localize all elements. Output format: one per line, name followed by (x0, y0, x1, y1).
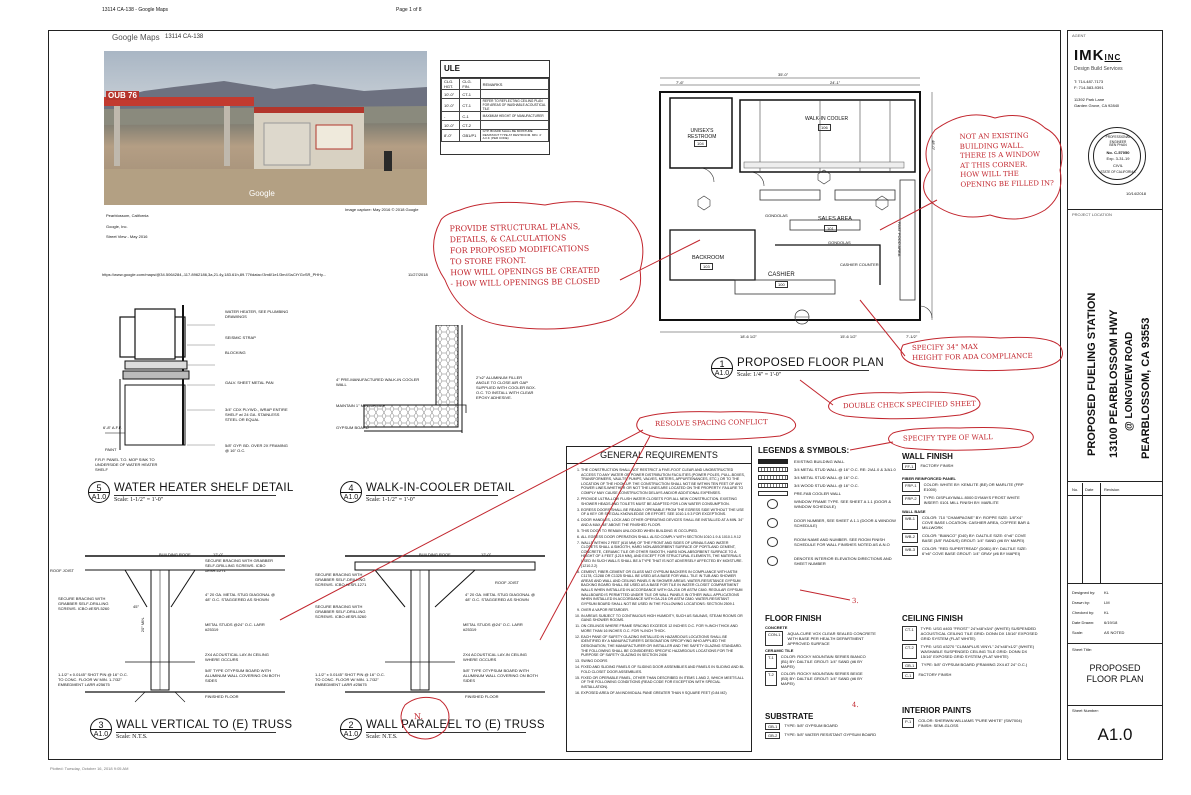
wh-note: SEISMIC STRAP (225, 335, 256, 340)
truss-roof-joist: ROOF JOIST (495, 580, 519, 585)
floor-finish-title: FLOOR FINISH (765, 614, 822, 623)
list-item: 12. EACH PANE OF SAFETY GLAZING INSTALLED IN HAZARDOUS LOCATIONS SHALL BE IDENTIFIED BY A MANUFACTURER'S DESIGNATION SPECIFYING WHO APPLIED THE DESIGNATION, THE MANUFACTURER OR INSTALLER AND THE SAFETY GLAZING STANDARD. THE FOLLOWING SHALL BE CONSIDERED SPECIFIC HAZARDOUS LOCATIONS FOR THE PURPOSE OF SAFETY GLAZING IN SECTION 2406 (581, 635, 745, 658)
legends-title: LEGENDS & SYMBOLS: (758, 446, 850, 455)
truss-stud-diag: 4" 20 GA. METAL STUD DIAGONAL @ 48" O.C. STAGGERED AS SHOWN (465, 592, 536, 602)
markup-note-wall-type: SPECIFY TYPE OF WALL (902, 433, 993, 443)
table-row: 10'-0" CT-2 (442, 121, 549, 130)
finish-tag: WB-3 (902, 546, 918, 556)
markup-note-n: N. (413, 711, 424, 722)
finish-desc: TYPE: USG #403 "FROST" 24"x48"x3/4" (WHITE) SUSPENDED ACOUSTICAL CEILING TILE GRID: DONN DX 15/16" EXPOSED GRID SYSTEM (FLAT WHITE) (920, 626, 1038, 641)
engineer-seal: PROFESSIONAL ENGINEER BEN PHAN No. C-57050 Exp. 3-31-19 CIVIL STATE OF CALIFORNIA (1088, 127, 1146, 185)
room-number-restroom: 104 (694, 140, 707, 147)
truss-building-roof: BUILDING ROOF (419, 552, 451, 557)
markup-note-ada: SPECIFY 34" MAX HEIGHT FOR ADA COMPLIANCE (911, 342, 1033, 363)
markup-note-sheet: DOUBLE CHECK SPECIFIED SHEET (842, 399, 976, 411)
rev-date-header: Date (1085, 487, 1094, 492)
truss-shot-pin: 1-1/2" x 0.0145" SHOT PIN @ 16" O.C. TO CONC. FLOOR W/ MIN. 1-7/32" EMBEDMENT LARR #25675 (58, 672, 128, 687)
schedule-header: CLG. HGT. (442, 79, 460, 90)
finish-tag: T-1 (765, 654, 777, 669)
detail-bubble-2: 2 A1.0 (340, 718, 362, 740)
legend-label: 3/4 WOOD STUD WALL @ 16" O.C. (794, 483, 859, 488)
detail-title-2: WALL PARALEEL TO (E) TRUSS (366, 719, 545, 731)
drawn-by-value: LM (1104, 600, 1110, 605)
legend-label: 3/4 METAL STUD WALL @ 16" O.C. RE: 2/A1.0 & 3/A1.0 (794, 467, 896, 472)
rev-no-header: No. (1072, 487, 1079, 492)
finish-desc: COLOR: WHITE BY: KEMLITE (BE) OR MARLITE (FRP E1000) (923, 482, 1024, 492)
finish-tag: CT-2 (902, 644, 917, 659)
list-item: 8. CEMENT, FIBER-CEMENT OR GLASS MAT GYPSUM BACKERS IN COMPLIANCE WITH ASTM C1178, C1288 OR C1325 SHALL BE USED AS A BASE FOR WALL TILE IN TUB AND SHOWER AREAS AND WALL AND CEILING PANELS IN SHOWER AREAS. WATER-RESISTANCE GYPSUM BACKING BOARD SHALL BE USED AS A BASE FOR TILE IN WATER CLOSET COMPARTMENT WALLS WHEN INSTALLED IN ACCORDANCE WITH GA-216 OR ASTM C840. REGULAR GYPSUM WALLBOARD IS PERMITTED UNDER TILE OR WALL PANELS IN OTHER WALL APPLICATIONS WHEN INSTALLED IN ACCORDANCE WITH GA-216 OR ASTM C840. WATER-RESISTANT GYPSUM BOARD SHALL NOT BE USED IN THE FOLLOWING LOCATIONS: SECTION 2509.1 (581, 570, 745, 607)
dim-top3: 7'-6" (676, 80, 684, 85)
finish-desc: FACTORY FINISH (920, 463, 954, 468)
markup-note-window: NOT AN EXISTING BUILDING WALL. THERE IS A WINDOW AT THIS CORNER. HOW WILL THE OPENING BE FILLED IN? (959, 131, 1054, 189)
finish-desc: COLOR: SHERWIN WILLIAMS "PURE WHITE" (SW7004) FINISH: SEMI-GLOSS (918, 718, 1022, 728)
checked-by-label: Checked by: (1072, 610, 1095, 615)
truss-bracing: SECURE BRACING WITH GRABBER SELF-DRILLING SCREWS. ICBO #ESR-1271 (315, 572, 367, 587)
truss-bracing2: SECURE BRACING WITH GRABBER SELF-DRILLING SCREWS. ICBO #ESR-5260 (58, 596, 110, 611)
date-drawn-value: 6/19/18 (1104, 620, 1118, 625)
list-item: 14. FIXED AND SLIDING PANELS OF SLIDING DOOR ASSEMBLIES AND PANELS IN SLIDING AND BI-FOLD CLOSET DOOR ASSEMBLIES. (581, 665, 745, 674)
truss-acoustical: 2X4 ACOUSTICAL LAY-IN CEILING WHERE OCCURS (205, 652, 269, 662)
truss-gyp: 5/8" TYPE OTYPSUM BOARD WITH ALUMINUM WALL COVERING ON BOTH SIDES (463, 668, 538, 683)
finish-tag: GB-1 (765, 723, 780, 730)
detail-bubble-3: 3 A1.0 (90, 718, 112, 740)
finish-tag: C-1 (902, 672, 914, 679)
project-location-label: PROJECT LOCATION (1072, 212, 1112, 217)
finish-tag: CON-1 (765, 631, 783, 646)
checked-by-value: KL (1104, 610, 1109, 615)
gmaps-caption: Image capture: May 2016 © 2018 Google (345, 207, 419, 212)
wh-note: GALV. SHEET METAL PAN (225, 380, 274, 385)
finish-desc: TYPE: 5/8" GYPSUM BOARD (784, 723, 838, 728)
detail-bubble-4: 4 A1.0 (340, 481, 362, 503)
finish-tag: T-2 (765, 671, 777, 686)
fast-food-label: FAST FOOD AREA (897, 222, 902, 257)
dim-bottom1: 18'-6 1/2" (740, 334, 757, 339)
legend-label: DOOR NUMBER, SEE SHEET A 1.1 (DOOR & WINDOW SCHEDULE) (794, 518, 896, 528)
gmaps-date: 11/27/2018 (408, 272, 428, 277)
finish-desc: FACTORY FINISH (918, 672, 952, 677)
legend-label: ROOM NAME AND NUMBER. SEE ROOM FINISH SCHEDULE FOR WALL FINISHES NOTED AS A.N.O (794, 537, 890, 547)
detail-title-5: WATER HEATER SHELF DETAIL (114, 482, 294, 494)
project-line-2: 13100 PEARBLOSSOM HWY (1108, 309, 1120, 458)
finish-tag: FF-1 (902, 463, 916, 470)
plot-footer: Plotted: Tuesday, October 16, 2018 9:05 AM (50, 766, 129, 771)
list-item: 13. SWING DOORS (581, 659, 745, 664)
firm-addr1: 11392 Park Lane (1074, 97, 1105, 102)
list-item: 15. FIXED OR OPERABLE PANEL, OTHER THAN DESCRIBED IN ITEMS 1 AND 2, WHICH MEETS ALL OF THE FOLLOWING CONDITIONS (READ CODE FOR EXCEPTION WITH SPECIAL INSTALLATION). (581, 676, 745, 690)
detail-bubble-5: 5 A1.0 (88, 481, 110, 503)
room-label-backroom: BACKROOM (692, 255, 725, 261)
sheet-title-label: Sheet Title: (1072, 647, 1093, 652)
room-number-sales: 101 (824, 225, 837, 232)
gmaps-address: 13114 CA-138 (165, 34, 204, 40)
truss-dim: 12'-0" (213, 552, 224, 557)
room-label-restroom: UNISEX'S RESTROOM (687, 128, 717, 140)
project-line-1: PROPOSED FUELING STATION (1086, 292, 1098, 456)
wh-dim: 6'-8" A.F.F. (103, 425, 122, 430)
detail-scale-3: Scale: N.T.S. (116, 734, 148, 740)
gmaps-place: Pearblossom, California (106, 213, 149, 218)
finish-desc: COLOR: ROCKY MOUNTAIN SERIES BEIGE (B3) BY: DALTILE GROUT: 1/4" SAND (#6 BY MAPEI) (780, 671, 863, 686)
scale-label: Scale: (1072, 630, 1084, 635)
dim-right: 48'-0" (931, 140, 936, 151)
wh-note: F.R.P. PANEL T.O. MOP SINK TO UNDERSIDE OF WATER HEATER SHELF (95, 457, 158, 472)
gmaps-url: https://www.google.com/maps/@34.5064284,-117.8962186,3a,21.4y,183.61h,89.77t/data=!3m6!1e1!3m4!1sCtYGvSR_PHHy... (102, 272, 327, 277)
truss-building-roof: BUILDING ROOF (159, 552, 191, 557)
schedule-header: CLG. FIN. (460, 79, 480, 90)
list-item: 6. ALL EGRESS DOOR OPERATION SHALL ALSO COMPLY WITH SECTION 1010.1.9 & 1010.1.9.12 (581, 535, 745, 540)
sheet-title-2: FLOOR PLAN (1086, 674, 1144, 684)
detail-title-3: WALL VERTICAL TO (E) TRUSS (116, 719, 293, 731)
floor-plan-scale: Scale: 1/4" = 1'-0" (737, 372, 782, 378)
floor-plan-title: PROPOSED FLOOR PLAN (737, 357, 884, 369)
truss-roof-joist: ROOF JOIST (50, 568, 74, 573)
truss-shot-pin: 1-1/2" x 0.0145" SHOT PIN @ 16" O.C. TO CONC. FLOOR W/ MIN. 1-7/32" EMBEDMENT LARR #25675 (315, 672, 385, 687)
dim-top: 35'-0" (778, 72, 789, 77)
room-number-cashier: 100 (775, 281, 788, 288)
table-row: 8'-0" GB1/P1 GYP. BOARD SHALL BE MOISTURE RESISTANT TYPE AT RESTROOM. MIN. 4' A.F.F. (PER CODE) (442, 130, 549, 142)
legend-label: WINDOW FRAME TYPE. SEE SHEET A 1.1 (DOOR & WINDOW SCHEDULE) (794, 499, 891, 509)
finish-desc: AQUA-CURE VOX CLEAR SEALED CONCRETE WITH BASE PER HEALTH DEPARTMENT APPROVED SURFACE (787, 631, 876, 646)
wall-base-heading: WALL BASE (902, 509, 926, 514)
wh-note: 5/8" GYP. BD. OVER 2X FRAMING @ 16" O.C. (225, 443, 288, 453)
wh-note: 3/4" CDX PLYWD., WRAP ENTIRE SHELF w/ 24 GA. STAINLESS STEEL OR EQUAL (225, 407, 288, 422)
ceramic-heading: CERAMIC TILE (765, 648, 794, 653)
detail-scale-2: Scale: N.T.S. (366, 734, 398, 740)
finish-desc: COLOR: "RED SUPERTREAD" (D081) BY: DALTILE SIZE: 6"x6" COVE BASE GROUT: 1/4" GRAY (#6 BY MAPEI) (922, 546, 1027, 556)
wic-note: 4" PRE-MANUFACTURED WALK-IN COOLER WALL (336, 377, 420, 387)
room-label-sales: SALES AREA (818, 216, 852, 222)
designed-by-value: KL (1104, 590, 1109, 595)
seal-date: 10/14/2018 (1126, 191, 1147, 196)
sheet-number: A1.0 (1097, 725, 1133, 744)
dim-bottom3: 7'-1/2" (906, 334, 918, 339)
wic-note: 2"x2" ALUMINUM FILLER ANGLE TO CLOSE AIR GAP SUPPLIED WITH COOLER BOX. O.C. TO INSTALL WITH CLEAR EPOXY ADHESIVE. (476, 375, 536, 400)
wh-note: PAINT (105, 447, 117, 452)
substrate-title: SUBSTRATE (765, 712, 814, 721)
table-row: 10'-0" CT-1 REFER TO REFLECTING CEILING PLAN FOR AREAS OF WASHABLE ACOUSTICAL TILE (442, 99, 549, 112)
sheet-title-1: PROPOSED (1089, 663, 1141, 673)
gmaps-street-view: Street View - May 2016 (106, 234, 148, 239)
gmaps-brand: Google, Inc. (106, 224, 128, 229)
finish-desc: TYPE: 5/8" WATER RESISTANT GYPSUM BOARD (784, 732, 877, 737)
wall-finish-title: WALL FINISH (902, 452, 953, 461)
interior-paints-title: INTERIOR PAINTS (902, 706, 972, 715)
google-watermark: Google (249, 189, 275, 198)
ceiling-finish-title: CEILING FINISH (902, 614, 963, 623)
print-header-right: Page 1 of 8 (396, 7, 422, 13)
truss-finished-floor: FINISHED FLOOR (205, 694, 239, 699)
drawn-by-label: Drawn by: (1072, 600, 1091, 605)
list-item: 2. PROVIDE ULTRA-LOW FLUSH WATER CLOSETS FOR ALL NEW CONSTRUCTION. EXISTING SHOWER HEADS AND TOILETS MUST BE ADAPTED FOR LOW WATER CONSUMPTION. (581, 497, 745, 506)
room-number-walkin: 106 (818, 124, 831, 131)
truss-gyp: 5/8" TYPE OTYPSUM BOARD WITH ALUMINUM WALL COVERING ON BOTH SIDES (205, 668, 280, 683)
truss-dim: 12'-0" (481, 552, 492, 557)
finish-desc: COLOR: 710 "CHAMPAGNE" BY: ROPPE SIZE: 1/8"X4" COVE BASE LOCATION: CASHIER AREA, COFFEE BAR & MILLWORK (922, 515, 1030, 530)
truss-metal-studs: METAL STUDS @24" O.C. LARR #25319 (205, 622, 265, 632)
markup-note-4: 4. (851, 700, 859, 710)
markup-note-spacing: RESOLVE SPACING CONFLICT (654, 418, 768, 428)
dim-bottom2: 15'-6 1/2" (840, 334, 857, 339)
finish-desc: COLOR: ROCKY MOUNTAIN SERIES BIANCO (B1) BY: DALTILE GROUT: 1/4" SAND (#6 BY MAPEI) (780, 654, 866, 669)
truss-bracing2: SECURE BRACING WITH GRABBER SELF-DRILLING SCREWS. ICBO #ESR-5260 (315, 604, 367, 619)
list-item: 5. THIS DOOR TO REMAIN UNLOCKED WHEN BUILDING IS OCCUPIED. (581, 529, 745, 534)
firm-addr2: Garden Grove, CA 92840 (1074, 103, 1120, 108)
dim-top2: 24'-1" (830, 80, 841, 85)
wic-note: MAINTAIN 1" MIN.AIR GAP (336, 403, 386, 408)
truss-finished-floor: FINISHED FLOOR (465, 694, 499, 699)
markup-note-3: 3. (851, 596, 859, 606)
truss-acoustical: 2X4 ACOUSTICAL LAY-IN CEILING WHERE OCCURS (463, 652, 527, 662)
scale-value: AS NOTED (1104, 630, 1125, 635)
print-header-left: 13114 CA-138 - Google Maps (102, 7, 169, 13)
firm-logo: IMKINC (1074, 47, 1122, 64)
finish-tag: FRP-2 (902, 495, 920, 505)
truss-metal-studs: METAL STUDS @24" O.C. LARR #25319 (463, 622, 523, 632)
wh-note: WATER HEATER, SEE PLUMBING DRAWINGS (225, 309, 289, 319)
finish-desc: TYPE: 5/8" GYPSUM BOARD (FRAMING 2X4 AT 24" O.C.) (921, 662, 1028, 667)
finish-desc: COLOR: "BIANCO" (D40) BY: DALTILE SIZE: 6"x6" COVE BASE (3/8" RADIUS) GROUT: 1/4" SAND (#6 BY MAPEI) (922, 533, 1027, 543)
agent-label: AGENT (1072, 33, 1086, 38)
list-item: 11. ON CEILINGS WHERE FRAME SPACING EXCEEDS 12 INCHES O.C. FOR ½-INCH THICK AND MORE THAN 16 INCHES O.C. FOR ⅝-INCH THICK. (581, 624, 745, 633)
date-drawn-label: Date Drawn: (1072, 620, 1095, 625)
sheet-number-label: Sheet Number: (1072, 708, 1099, 713)
gondolas-label: GONDOLAS (765, 213, 788, 218)
designed-by-label: Designed by: (1072, 590, 1096, 595)
firm-fax: F: 714-583-9391 (1074, 85, 1104, 90)
finish-tag: P-1 (902, 718, 914, 728)
detail-bubble-1: 1 A1.0 (711, 357, 733, 379)
list-item: 16. EXPOSED AREA OF AN INDIVIDUAL PANE GREATER THAN 9 SQUARE FEET (0.84 M2) (581, 691, 745, 696)
legend-label: PRE-FAB COOLER WALL (794, 491, 841, 496)
wic-note: GYPSUM BOARD (336, 425, 369, 430)
legend-label: DENOTES INTERIOR ELEVATION DIRECTIONS AND SHEET NUMBER (794, 556, 892, 566)
cashier-counter-label: CASHIER COUNTER (840, 262, 879, 267)
detail-scale-5: Scale: 1-1/2" = 1'-0" (114, 497, 164, 503)
finish-desc: TYPE: DISPLAYWALL 8000 DYMAYS FROST WHITE INSERT: 0101 MILL FINISH BY: MARLITE (923, 495, 1020, 505)
finish-tag: CT-1 (902, 626, 917, 641)
list-item: 10. IN AREAS SUBJECT TO CONTINUOUS HIGH HUMIDITY, SUCH AS SAUNAS, STEAM ROOMS OR GANG SHOWER ROOMS. (581, 614, 745, 623)
finish-tag: GB-2 (765, 732, 780, 739)
finish-tag: GB-1 (902, 662, 917, 669)
finish-tag: WB-1 (902, 515, 918, 530)
finish-tag: WB-2 (902, 533, 918, 543)
project-line-4: PEARBLOSSOM, CA 93553 (1140, 317, 1152, 459)
list-item: 1. THE CONSTRUCTION SHALL NOT RESTRICT A FIVE-FOOT CLEAR AND UNOBSTRUCTED ACCESS TO ANY WATER OR POWER DISTRIBUTION FACILITIES (POWER POLES, PULL-BOXES, TRANSFORMERS, VAULTS, PUMPS, VALVES, METERS, APPURTENANCES, ETC.) OR TO THE LOCATION OF THE HOOK-UP. THE CONSTRUCTION SHALL NOT BE WITHIN TEN FEET OF ANY POWER LINES-WHETHER OR NOT THE LINES ARE LOCATED ON THE PROPERTY. FAILURE TO COMPLY MAY CAUSE CONSTRUCTION DELAYS AND/OR ADDITIONAL EXPENSES. (581, 468, 745, 496)
project-line-3: @ LONGVIEW ROAD (1124, 331, 1135, 431)
finish-tag: FRP-1 (902, 482, 920, 492)
room-number-backroom: 103 (700, 263, 713, 270)
table-row: 10'-0" CT-1 (442, 90, 549, 99)
detail-title-4: WALK-IN-COOLER DETAIL (366, 482, 515, 494)
truss-stud-diag: 4" 20 GA. METAL STUD DIAGONAL @ 48" O.C. STAGGERED AS SHOWN (205, 592, 276, 602)
schedule-header: REMARKS (480, 79, 548, 90)
firm-tel: T: 714-487-7173 (1074, 79, 1104, 84)
concrete-heading: CONCRETE (765, 625, 788, 630)
rev-revision-header: Revision (1104, 487, 1120, 492)
list-item: 7. WALLS WITHIN 2 FEET (610 MM) OF THE FRONT AND SIDES OF URINALS AND WATER CLOSETS SHALL A SMOOTH, HARD NON-ABSORBENT SURFACE OF PORTLAND CEMENT, CONCRETE, CERAMIC TILE OR OTHER SMOOTH, HARD NON-ABSORBENT SURFACE TO A HEIGHT OF 4 FEET (1219 MM), AND EXCEPT FOR STRUCTURAL ELEMENTS, THE MATERIALS USED IN SUCH WALLS SHALL BE A TYPE THAT IS NOT ADVERSELY AFFECTED BY MOISTURE. (1210.2.2) (581, 541, 745, 569)
list-item: 9. OVER A VAPOR RETARDER. (581, 608, 745, 613)
table-row: - C-1 MAXIMUM HEIGHT OF MANUFACTURER (442, 112, 549, 121)
list-item: 4. DOOR HANDLES, LOCK AND OTHER OPERATING DEVICES SHALL BE INSTALLED AT A MIN. 34" AND A MAX. 48" ABOVE THE FINISHED FLOOR. (581, 518, 745, 527)
room-label-cashier: CASHIER (768, 272, 795, 278)
legend-label: EXISTING BUILDING WALL (794, 459, 845, 464)
schedule-title: ULE (441, 61, 549, 78)
legend-label: 3/4 METAL STUD WALL @ 16" O.C. (794, 475, 859, 480)
truss-min: 20" MIN. (140, 616, 146, 633)
frp-heading: FIBER REINFORCED PANEL (902, 476, 956, 481)
list-item: 3. EGRESS DOORS SHALL BE READILY OPENABLE FROM THE EGRESS SIDE WITHOUT THE USE OF A KEY OR SPECIAL KNOWLEDGE OR EFFORT. SEE 1010.1.9.3 FOR EXCEPTIONS. (581, 508, 745, 517)
markup-note-structural: PROVIDE STRUCTURAL PLANS, DETAILS, & CALCULATIONS FOR PROPOSED MODIFICATIONS TO STORE FRONT. HOW WILL OPENINGS BE CREATED - HOW WILL OPENINGS BE CLOSED (449, 222, 601, 289)
wh-note: BLOCKING (225, 350, 246, 355)
truss-angle: 45° (133, 604, 140, 609)
gmaps-logo: Google Maps (112, 33, 160, 42)
room-label-walkin: WALK-IN COOLER (805, 116, 849, 122)
truss-bracing: SECURE BRACING WITH GRABBER SELF-DRILLING SCREWS. ICBO #ESR-1271 (205, 558, 274, 573)
gas-sign: OUB 76 (108, 91, 137, 100)
general-title: GENERAL REQUIREMENTS (567, 447, 751, 464)
detail-scale-4: Scale: 1-1/2" = 1'-0" (366, 497, 416, 503)
firm-name: Design Build Services (1074, 66, 1123, 72)
finish-desc: TYPE: USG #3270 "CLIMAPLUS VINYL" 24"x48"x1/2" (WHITE) WASHABLE SUSPENDED CEILING TILE GRID: DONN DX 15/16" EXPOSED GRID SYSTEM (FLAT WHITE) (920, 644, 1035, 659)
gondolas-label: GONDOLAS (828, 240, 851, 245)
